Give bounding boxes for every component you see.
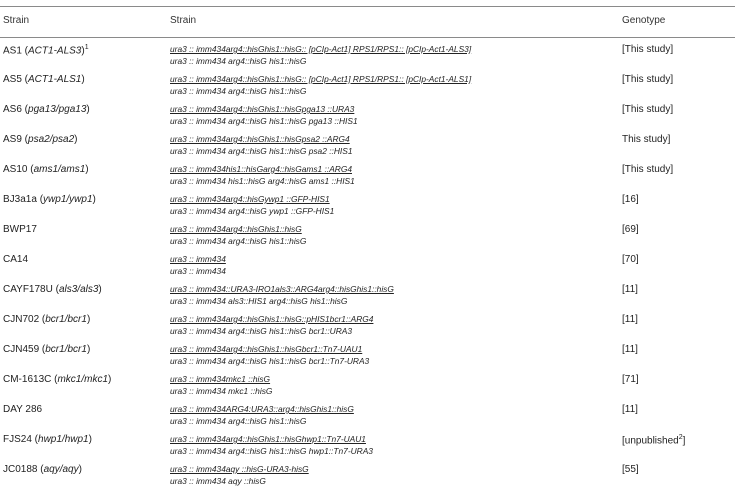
- genotype-allele-1: ura3 :: imm434his1::hisGarg4::hisGams1 ::ARG4: [170, 164, 352, 174]
- table-row: [0, 432, 735, 462]
- strain-name-cell: [3, 224, 37, 235]
- table-row: [0, 42, 735, 72]
- strain-name-cell: JC0188 (aqy/aqy): [3, 464, 82, 475]
- strain-name-cell: [3, 404, 42, 415]
- reference-cell: [This study]: [622, 104, 674, 115]
- strain-name-cell: BJ3a1a (ywp1/ywp1): [3, 194, 96, 205]
- header-strain-genotype: Strain: [170, 15, 197, 26]
- strain-name: JC0188: [3, 464, 38, 475]
- strain-name-cell: AS6 (pga13/pga13): [3, 104, 90, 115]
- reference-cell: [This study]: [622, 164, 674, 175]
- reference-cell: [unpublished$^2$]: [622, 434, 686, 447]
- genotype-cell: [170, 344, 369, 367]
- table-row: [0, 402, 735, 432]
- reference-cell: [11]: [622, 404, 638, 415]
- table-row: [0, 192, 735, 222]
- strain-genotype-short: psa2/psa2: [28, 134, 75, 145]
- genotype-allele-1: ura3 :: imm434ARG4:URA3::arg4::hisGhis1::hisG: [170, 404, 354, 414]
- table-row: [0, 162, 735, 192]
- genotype-cell: [170, 374, 272, 397]
- reference-cell: [11]: [622, 284, 638, 295]
- genotype-cell: [170, 104, 358, 127]
- table-row: [0, 372, 735, 402]
- strain-name-cell: CJN702 (bcr1/bcr1): [3, 314, 91, 325]
- strain-name-cell: FJS24 (hwp1/hwp1): [3, 434, 92, 445]
- genotype-cell: [170, 224, 306, 247]
- strain-name: AS10: [3, 164, 28, 175]
- reference-cell: [11]: [622, 314, 638, 325]
- genotype-allele-1: ura3 :: imm434arg4::hisGhis1::hisG:: [pCIp-Act1] RPS1/RPS1:: [pCIp-Act1-ALS1]: [170, 74, 472, 84]
- strain-name: BWP17: [3, 224, 37, 235]
- table-top-rule: [0, 6, 735, 7]
- strain-genotype-short: bcr1/bcr1: [45, 344, 87, 355]
- reference-cell: [This study]: [622, 44, 674, 55]
- strain-name: CM-1613C: [3, 374, 52, 385]
- strain-name: BJ3a1a: [3, 194, 37, 205]
- strain-name: AS9: [3, 134, 22, 145]
- header-genotype-ref: Genotype: [622, 15, 666, 26]
- genotype-allele-1: ura3 :: imm434arg4::hisGhis1::hisG::pHIS1bcr1::ARG4: [170, 314, 374, 324]
- genotype-cell: [170, 164, 355, 187]
- reference-cell: This study]: [622, 134, 671, 145]
- genotype-allele-2: ura3 :: imm434 arg4::hisG his1::hisG: [170, 235, 307, 246]
- strain-genotype-short: ywp1/ywp1: [43, 194, 93, 205]
- genotype-allele-1: ura3 :: imm434arg4::hisGywp1 ::GFP-HIS1: [170, 194, 330, 204]
- strain-genotype-short: ACT1-ALS1: [28, 74, 82, 85]
- genotype-allele-1: ura3 :: imm434: [170, 254, 226, 264]
- genotype-allele-1: ura3 :: imm434arg4::hisGhis1::hisGhwp1::Tn7-UAU1: [170, 434, 366, 444]
- strain-name: CJN702: [3, 314, 40, 325]
- header-strain: Strain: [3, 15, 30, 26]
- strain-name-cell: CAYF178U (als3/als3): [3, 284, 102, 295]
- footnote-marker: 1: [84, 44, 89, 51]
- strain-name-cell: AS5 (ACT1-ALS1): [3, 74, 85, 85]
- genotype-allele-2: ura3 :: imm434: [170, 265, 226, 276]
- genotype-cell: [170, 404, 354, 427]
- genotype-allele-2: ura3 :: imm434 arg4::hisG his1::hisG psa2 ::HIS1: [170, 145, 353, 156]
- strain-genotype-short: ams1/ams1: [33, 164, 86, 175]
- genotype-allele-2: ura3 :: imm434 mkc1 ::hisG: [170, 385, 273, 396]
- table-row: [0, 462, 735, 492]
- genotype-allele-2: ura3 :: imm434 als3::HIS1 arg4::hisG his1::hisG: [170, 295, 348, 306]
- genotype-cell: [170, 254, 226, 277]
- genotype-cell: [170, 74, 471, 97]
- strain-name-cell: AS9 (psa2/psa2): [3, 134, 78, 145]
- reference-cell: [71]: [622, 374, 639, 385]
- genotype-allele-1: ura3 :: imm434arg4::hisGhis1::hisGpsa2 ::ARG4: [170, 134, 350, 144]
- reference-cell: [This study]: [622, 74, 674, 85]
- strain-genotype-short: bcr1/bcr1: [45, 314, 87, 325]
- table-row: [0, 102, 735, 132]
- reference-cell: [11]: [622, 344, 638, 355]
- genotype-allele-2: ura3 :: imm434 arg4::hisG his1::hisG bcr1::URA3: [170, 325, 352, 336]
- genotype-allele-1: ura3 :: imm434::URA3-IRO1als3::ARG4arg4::hisGhis1::hisG: [170, 284, 394, 294]
- strain-name: AS6: [3, 104, 22, 115]
- genotype-allele-2: ura3 :: imm434 arg4::hisG his1::hisG: [170, 55, 307, 66]
- genotype-allele-2: ura3 :: imm434 his1::hisG arg4::hisG ams1 ::HIS1: [170, 175, 355, 186]
- genotype-cell: [170, 44, 471, 67]
- genotype-cell: [170, 314, 373, 337]
- strain-name-cell: AS1 $(ACT1-ALS3)^1$: [3, 44, 89, 57]
- reference-cell: [55]: [622, 464, 639, 475]
- genotype-allele-2: ura3 :: imm434 aqy ::hisG: [170, 475, 266, 486]
- strain-name-cell: AS10 (ams1/ams1): [3, 164, 89, 175]
- table-row: [0, 342, 735, 372]
- genotype-allele-1: ura3 :: imm434arg4::hisGhis1::hisG: [170, 224, 302, 234]
- strain-genotype-short: als3/als3: [58, 284, 99, 295]
- strain-name-cell: CJN459 (bcr1/bcr1): [3, 344, 91, 355]
- reference-cell: [70]: [622, 254, 639, 265]
- strain-name: CAYF178U: [3, 284, 53, 295]
- strain-name: FJS24: [3, 434, 32, 445]
- table-row: [0, 72, 735, 102]
- genotype-cell: [170, 464, 309, 487]
- strain-name-cell: CM-1613C (mkc1/mkc1): [3, 374, 112, 385]
- header-rule: [0, 37, 735, 38]
- genotype-cell: [170, 134, 352, 157]
- strain-genotype-short: ACT1-ALS3: [28, 45, 82, 57]
- genotype-allele-2: ura3 :: imm434 arg4::hisG ywp1 ::GFP-HIS1: [170, 205, 335, 216]
- strain-name: CJN459: [3, 344, 40, 355]
- genotype-allele-1: ura3 :: imm434aqy ::hisG-URA3-hisG: [170, 464, 309, 474]
- strain-name: AS1: [3, 45, 22, 57]
- strain-name: AS5: [3, 74, 22, 85]
- table-row: [0, 282, 735, 312]
- table-row: [0, 132, 735, 162]
- strain-genotype-short: aqy/aqy: [43, 464, 79, 475]
- strain-genotype-short: hwp1/hwp1: [38, 434, 89, 445]
- genotype-allele-1: ura3 :: imm434mkc1 ::hisG: [170, 374, 271, 384]
- strain-name-cell: [3, 254, 28, 265]
- reference-cell: [16]: [622, 194, 639, 205]
- table-body: [0, 42, 735, 492]
- genotype-allele-2: ura3 :: imm434 arg4::hisG his1::hisG pga13 ::HIS1: [170, 115, 358, 126]
- table-row: [0, 222, 735, 252]
- strain-genotype-short: mkc1/mkc1: [57, 374, 109, 385]
- genotype-allele-1: ura3 :: imm434arg4::hisGhis1::hisG:: [pCIp-Act1] RPS1/RPS1:: [pCIp-Act1-ALS3]: [170, 44, 472, 54]
- strain-name: CA14: [3, 254, 29, 265]
- genotype-allele-2: ura3 :: imm434 arg4::hisG his1::hisG: [170, 415, 307, 426]
- footnote-marker: 2: [678, 434, 683, 441]
- table-row: [0, 252, 735, 282]
- reference-cell: [69]: [622, 224, 639, 235]
- genotype-allele-1: ura3 :: imm434arg4::hisGhis1::hisGbcr1::Tn7-UAU1: [170, 344, 363, 354]
- genotype-allele-2: ura3 :: imm434 arg4::hisG his1::hisG bcr1::Tn7-URA3: [170, 355, 370, 366]
- genotype-allele-1: ura3 :: imm434arg4::hisGhis1::hisGpga13 ::URA3: [170, 104, 355, 114]
- genotype-allele-2: ura3 :: imm434 arg4::hisG his1::hisG: [170, 85, 307, 96]
- table-row: [0, 312, 735, 342]
- genotype-cell: [170, 284, 394, 307]
- strain-genotype-short: pga13/pga13: [28, 104, 87, 115]
- genotype-cell: [170, 194, 334, 217]
- genotype-cell: [170, 434, 373, 457]
- genotype-allele-2: ura3 :: imm434 arg4::hisG his1::hisG hwp1::Tn7-URA3: [170, 445, 373, 456]
- strain-name: DAY 286: [3, 404, 43, 415]
